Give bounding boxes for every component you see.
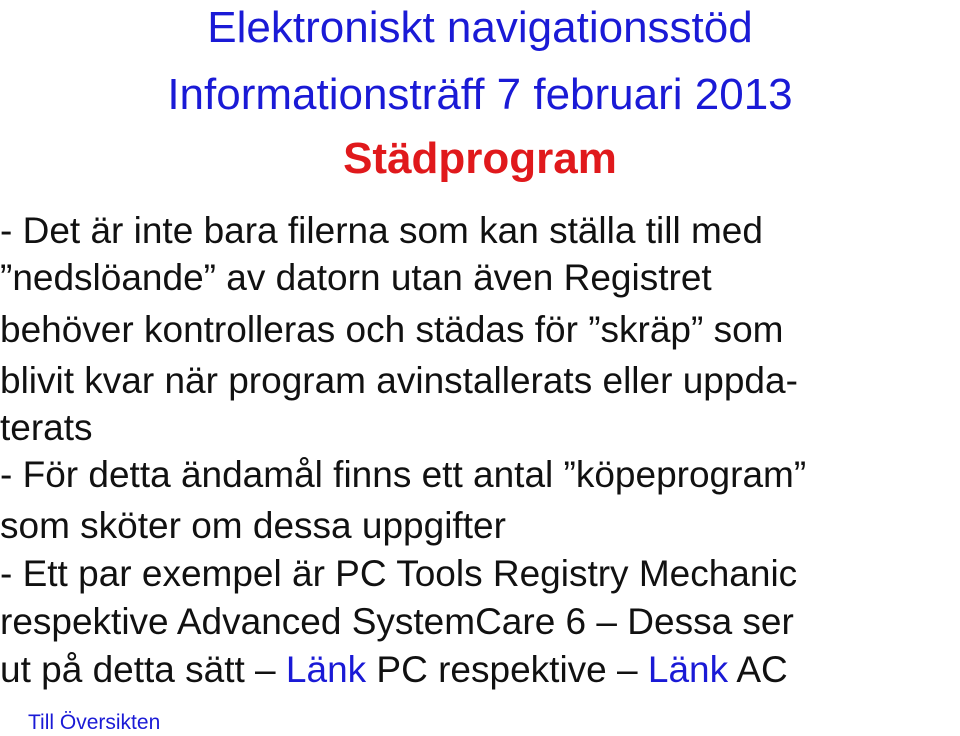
link-advanced-systemcare[interactable]: Länk: [647, 649, 729, 690]
body-line: terats: [0, 407, 93, 448]
body-line: - Det är inte bara filerna som kan ställa till med: [0, 210, 763, 251]
line-prefix: ut på detta sätt –: [0, 649, 286, 690]
page-subtitle: Städprogram: [343, 134, 617, 183]
body-line: ”nedslöande” av datorn utan även Registret: [0, 257, 712, 298]
body-line: som sköter om dessa uppgifter: [0, 505, 506, 546]
link-pc-tools[interactable]: Länk: [285, 649, 367, 690]
page-title-line-1: Elektroniskt navigationsstöd: [207, 3, 753, 52]
line-middle: PC respektive –: [366, 649, 648, 690]
body-line: respektive Advanced SystemCare 6 – Dessa ser: [0, 601, 794, 642]
line-suffix: AC: [728, 649, 788, 690]
body-line: behöver kontrolleras och städas för ”skräp” som: [0, 309, 784, 350]
body-line: - Ett par exempel är PC Tools Registry Mechanic: [0, 553, 798, 594]
body-line: - För detta ändamål finns ett antal ”köpeprogram”: [0, 454, 807, 495]
overview-link[interactable]: Till Översikten: [28, 711, 161, 734]
body-line: blivit kvar när program avinstallerats eller uppda-: [0, 360, 798, 401]
body-line-with-links: [0, 648, 788, 692]
page-title-line-2: Informationsträff 7 februari 2013: [167, 70, 793, 119]
